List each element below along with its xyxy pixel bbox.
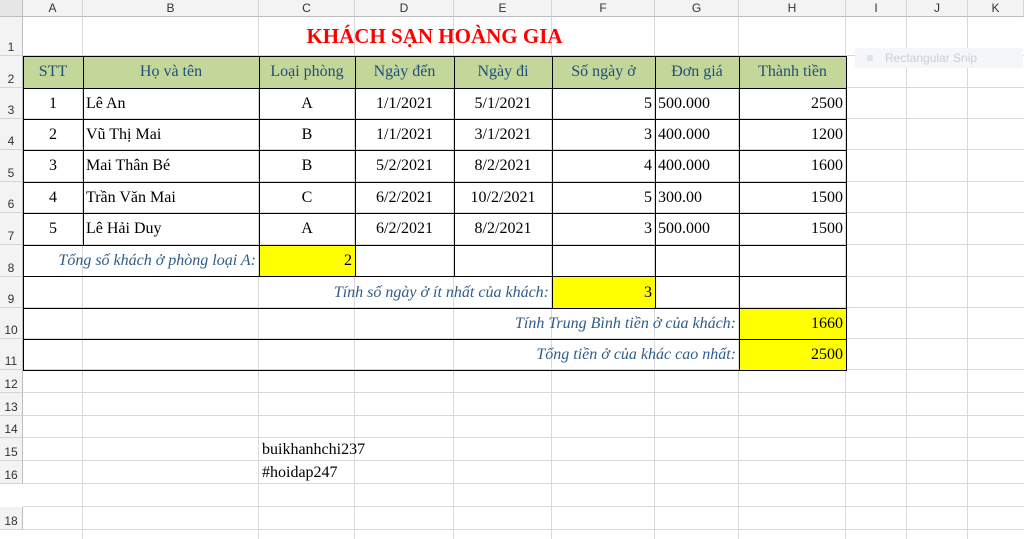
table-border: [23, 88, 847, 89]
snip-overlay: [855, 48, 1023, 68]
table-border: [83, 56, 84, 246]
header-unit-price[interactable]: Đơn giá: [655, 56, 739, 88]
select-all-corner[interactable]: [0, 0, 23, 17]
cell-days[interactable]: 3: [644, 220, 652, 237]
row-header-14[interactable]: 14: [0, 416, 23, 438]
header-room-type[interactable]: Loại phòng: [259, 56, 355, 88]
cell-name[interactable]: Trần Văn Mai: [86, 188, 176, 206]
row-header-4[interactable]: 4: [0, 119, 23, 150]
gridline: [23, 415, 1024, 416]
cell-days[interactable]: 4: [644, 157, 652, 174]
table-border: [23, 56, 847, 57]
cell-stt[interactable]: 4: [49, 188, 57, 206]
table-border: [259, 56, 260, 246]
table-border: [23, 182, 847, 183]
row-header-16[interactable]: 16: [0, 461, 23, 484]
note-tag[interactable]: #hoidap247: [262, 463, 338, 481]
max-cost-label[interactable]: Tổng tiền ở của khác cao nhất:: [536, 345, 736, 363]
cell-room-type[interactable]: A: [301, 94, 313, 112]
cell-room-type[interactable]: A: [301, 220, 313, 237]
row-header-9[interactable]: 9: [0, 277, 23, 308]
header-total[interactable]: Thành tiền: [739, 56, 846, 88]
row-header-1[interactable]: 1: [0, 17, 23, 56]
count-room-a-label[interactable]: Tổng số khách ở phòng loại A:: [58, 251, 256, 269]
header-stt[interactable]: STT: [23, 56, 83, 88]
table-border: [23, 119, 847, 120]
column-header-j[interactable]: J: [907, 0, 968, 17]
column-header-k[interactable]: K: [968, 0, 1024, 17]
min-days-value[interactable]: 3: [552, 277, 655, 308]
table-border: [739, 56, 740, 246]
cell-stt[interactable]: 1: [49, 94, 57, 112]
cell-unit-price[interactable]: 500.000: [658, 220, 710, 237]
table-border: [23, 370, 847, 371]
cell-stt[interactable]: 3: [49, 157, 57, 174]
column-header-a[interactable]: A: [23, 0, 83, 17]
gridline: [23, 506, 1024, 507]
cell-days[interactable]: 5: [644, 94, 652, 112]
table-border: [846, 308, 847, 371]
gridline: [23, 437, 1024, 438]
table-border: [655, 56, 656, 246]
table-border: [23, 308, 24, 371]
column-header-c[interactable]: C: [259, 0, 355, 17]
table-border: [355, 245, 356, 277]
table-border: [846, 245, 847, 277]
column-header-b[interactable]: B: [83, 0, 259, 17]
cell-unit-price[interactable]: 300.00: [658, 188, 702, 206]
note-author[interactable]: buikhanhchi237: [262, 440, 366, 458]
table-border: [23, 150, 847, 151]
cell-name[interactable]: Lê Hải Duy: [86, 220, 162, 237]
column-header-g[interactable]: G: [655, 0, 739, 17]
table-border: [655, 245, 656, 277]
min-days-label[interactable]: Tính số ngày ở ít nhất của khách:: [333, 283, 549, 301]
column-header-i[interactable]: I: [846, 0, 907, 17]
table-border: [739, 276, 740, 309]
cell-departure[interactable]: 3/1/2021: [474, 125, 532, 143]
cell-arrival[interactable]: 6/2/2021: [376, 188, 433, 206]
row-header-10[interactable]: 10: [0, 308, 23, 339]
count-room-a-value[interactable]: 2: [259, 245, 355, 276]
table-border: [454, 56, 455, 246]
column-header-f[interactable]: F: [552, 0, 655, 17]
table-border: [23, 213, 847, 214]
row-header-11[interactable]: 11: [0, 339, 23, 370]
gridline: [23, 529, 1024, 530]
table-border: [552, 245, 553, 277]
column-header-e[interactable]: E: [454, 0, 552, 17]
snip-icon: [867, 55, 873, 61]
cell-total[interactable]: 1600: [811, 157, 843, 174]
row-header-6[interactable]: 6: [0, 182, 23, 213]
header-name[interactable]: Họ và tên: [83, 56, 259, 88]
cell-unit-price[interactable]: 400.000: [658, 125, 710, 143]
row-header-13[interactable]: 13: [0, 393, 23, 416]
avg-cost-value[interactable]: 1660: [739, 308, 846, 339]
table-border: [846, 56, 847, 246]
cell-unit-price[interactable]: 400.000: [658, 157, 710, 174]
avg-cost-label[interactable]: Tính Trung Bình tiền ở của khách:: [515, 314, 736, 332]
cell-total[interactable]: 1500: [811, 220, 843, 237]
table-border: [23, 308, 847, 309]
cell-days[interactable]: 3: [644, 125, 652, 143]
row-header-18[interactable]: 18: [0, 507, 23, 530]
table-border: [23, 276, 847, 277]
table-border: [739, 245, 740, 277]
column-header-d[interactable]: D: [355, 0, 454, 17]
snip-label: Rectangular Snip: [885, 51, 978, 65]
column-header-h[interactable]: H: [739, 0, 846, 17]
table-border: [23, 56, 24, 246]
cell-departure[interactable]: 10/2/2021: [470, 188, 536, 206]
table-border: [23, 276, 24, 309]
row-header-8[interactable]: 8: [0, 245, 23, 277]
header-arrival[interactable]: Ngày đến: [355, 56, 454, 88]
row-header-3[interactable]: 3: [0, 88, 23, 119]
cell-arrival[interactable]: 1/1/2021: [376, 94, 433, 112]
row-header-15[interactable]: 15: [0, 438, 23, 461]
cell-total[interactable]: 2500: [811, 94, 843, 112]
table-border: [23, 245, 847, 246]
sheet-title: KHÁCH SẠN HOÀNG GIA: [306, 24, 563, 48]
row-header-5[interactable]: 5: [0, 150, 23, 182]
max-cost-value[interactable]: 2500: [739, 339, 846, 370]
cell-name[interactable]: Mai Thân Bé: [86, 157, 171, 174]
cell-name[interactable]: Lê An: [86, 94, 126, 112]
cell-departure[interactable]: 8/2/2021: [474, 220, 532, 237]
gridline: [23, 392, 1024, 393]
cell-room-type[interactable]: B: [301, 157, 313, 174]
cell-departure[interactable]: 5/1/2021: [474, 94, 532, 112]
table-border: [739, 308, 740, 371]
gridline: [23, 460, 1024, 461]
cell-arrival[interactable]: 6/2/2021: [376, 220, 433, 237]
table-border: [259, 245, 260, 277]
cell-total[interactable]: 1200: [811, 125, 843, 143]
cell-days[interactable]: 5: [644, 188, 652, 206]
header-days[interactable]: Số ngày ở: [552, 56, 655, 88]
row-header-12[interactable]: 12: [0, 370, 23, 393]
row-header-2[interactable]: 2: [0, 56, 23, 88]
table-border: [355, 56, 356, 246]
cell-stt[interactable]: 2: [49, 125, 57, 143]
cell-unit-price[interactable]: 500.000: [658, 94, 710, 112]
header-departure[interactable]: Ngày đi: [454, 56, 552, 88]
cell-room-type[interactable]: C: [301, 188, 313, 206]
cell-arrival[interactable]: 1/1/2021: [376, 125, 433, 143]
table-border: [552, 276, 553, 309]
table-border: [655, 276, 656, 309]
table-border: [23, 245, 24, 277]
cell-departure[interactable]: 8/2/2021: [474, 157, 532, 174]
cell-total[interactable]: 1500: [811, 188, 843, 206]
table-border: [846, 276, 847, 309]
table-border: [23, 339, 847, 340]
cell-room-type[interactable]: B: [301, 125, 313, 143]
row-header-7[interactable]: 7: [0, 213, 23, 245]
gridline: [23, 483, 1024, 484]
table-border: [454, 245, 455, 277]
cell-arrival[interactable]: 5/2/2021: [376, 157, 433, 174]
cell-name[interactable]: Vũ Thị Mai: [86, 125, 162, 143]
cell-stt[interactable]: 5: [49, 220, 57, 237]
table-border: [552, 56, 553, 246]
